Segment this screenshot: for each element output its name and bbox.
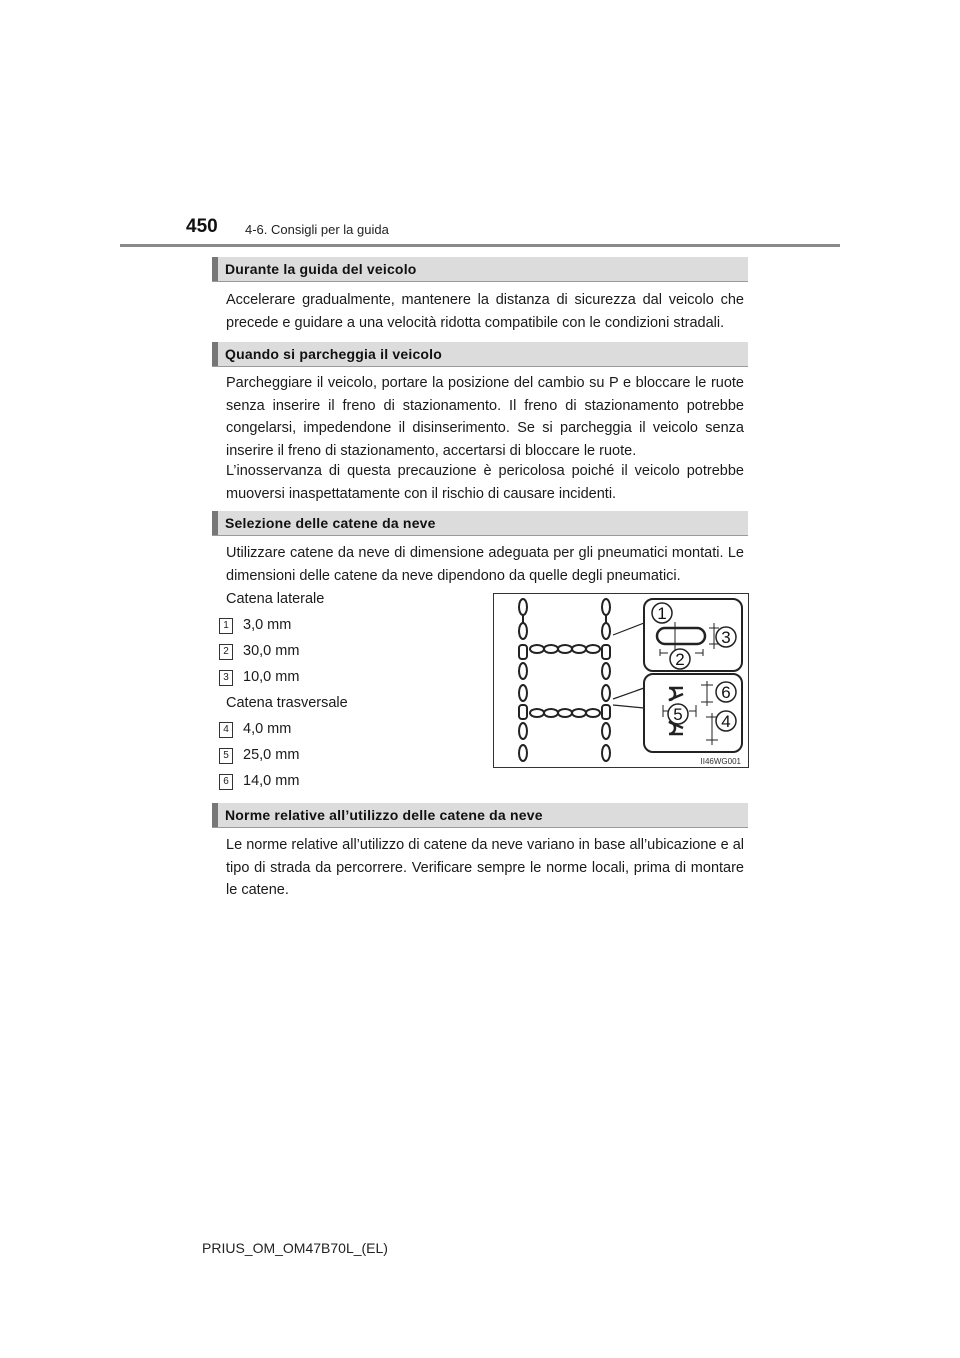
transverse-chain-title: Catena trasversale bbox=[226, 695, 348, 711]
callout-badge-6: 6 bbox=[219, 774, 233, 790]
heading-bar bbox=[212, 257, 218, 281]
section-heading-chain-selection bbox=[212, 511, 748, 536]
header-rule bbox=[120, 244, 840, 247]
callout-number-4: 4 bbox=[721, 712, 731, 731]
lateral-chain-title: Catena laterale bbox=[226, 591, 325, 607]
transverse-value-5: 25,0 mm bbox=[243, 747, 300, 763]
chapter-title: 4-6. Consigli per la guida bbox=[245, 222, 389, 237]
lateral-value-1: 3,0 mm bbox=[243, 617, 292, 633]
callout-badge-1: 1 bbox=[219, 618, 233, 634]
snow-chain-illustration bbox=[493, 593, 749, 768]
callout-badge-2: 2 bbox=[219, 644, 233, 660]
heading-bar bbox=[212, 342, 218, 366]
callout-number-6: 6 bbox=[721, 683, 731, 702]
paragraph-chain-selection: Utilizzare catene da neve di dimensione adeguata per gli pneumatici montati. Le dimensioni delle catene da neve dipendono da quelle degli pneumatici. bbox=[226, 545, 744, 584]
heading-text: Selezione delle catene da neve bbox=[225, 515, 436, 531]
callout-badge-3: 3 bbox=[219, 670, 233, 686]
page-number: 450 bbox=[186, 216, 218, 237]
section-heading-parking bbox=[212, 342, 748, 367]
lateral-value-2: 30,0 mm bbox=[243, 643, 300, 659]
callout-badge-4: 4 bbox=[219, 722, 233, 738]
paragraph-parking: Parcheggiare il veicolo, portare la posizione del cambio su P e bloccare le ruote senza inserire il freno di stazionamento. Il freno di stazionamento potrebbe congelarsi, impedendone il disinserimento. Se si parcheggia il veicolo senza inserire il freno di stazionamento, accertarsi di bloccare le ruote. bbox=[226, 375, 744, 459]
figure-code: II46WG001 bbox=[700, 757, 741, 766]
callout-number-5: 5 bbox=[673, 705, 683, 724]
paragraph-parking-warning: L’inosservanza di questa precauzione è pericolosa poiché il veicolo potrebbe muoversi inaspettatamente con il rischio di causare incidenti. bbox=[226, 463, 744, 502]
paragraph-driving: Accelerare gradualmente, mantenere la distanza di sicurezza dal veicolo che precede e guidare a una velocità ridotta compatibile con le condizioni stradali. bbox=[226, 292, 744, 331]
heading-text: Durante la guida del veicolo bbox=[225, 261, 417, 277]
paragraph-chain-rules: Le norme relative all’utilizzo di catene da neve variano in base all’ubicazione e al tipo di strada da percorrere. Verificare sempre le norme locali, prima di montare le catene. bbox=[226, 837, 744, 898]
lateral-value-3: 10,0 mm bbox=[243, 669, 300, 685]
callout-number-3: 3 bbox=[721, 628, 731, 647]
transverse-value-4: 4,0 mm bbox=[243, 721, 292, 737]
heading-bar bbox=[212, 803, 218, 827]
callout-badge-5: 5 bbox=[219, 748, 233, 764]
document-code-footer: PRIUS_OM_OM47B70L_(EL) bbox=[202, 1240, 388, 1256]
heading-bar bbox=[212, 511, 218, 535]
transverse-value-6: 14,0 mm bbox=[243, 773, 300, 789]
heading-text: Quando si parcheggia il veicolo bbox=[225, 346, 443, 362]
heading-text: Norme relative all’utilizzo delle catene da neve bbox=[225, 807, 543, 823]
section-heading-driving bbox=[212, 257, 748, 282]
callout-number-2: 2 bbox=[675, 650, 685, 669]
section-heading-chain-rules bbox=[212, 803, 748, 828]
callout-number-1: 1 bbox=[657, 604, 667, 623]
